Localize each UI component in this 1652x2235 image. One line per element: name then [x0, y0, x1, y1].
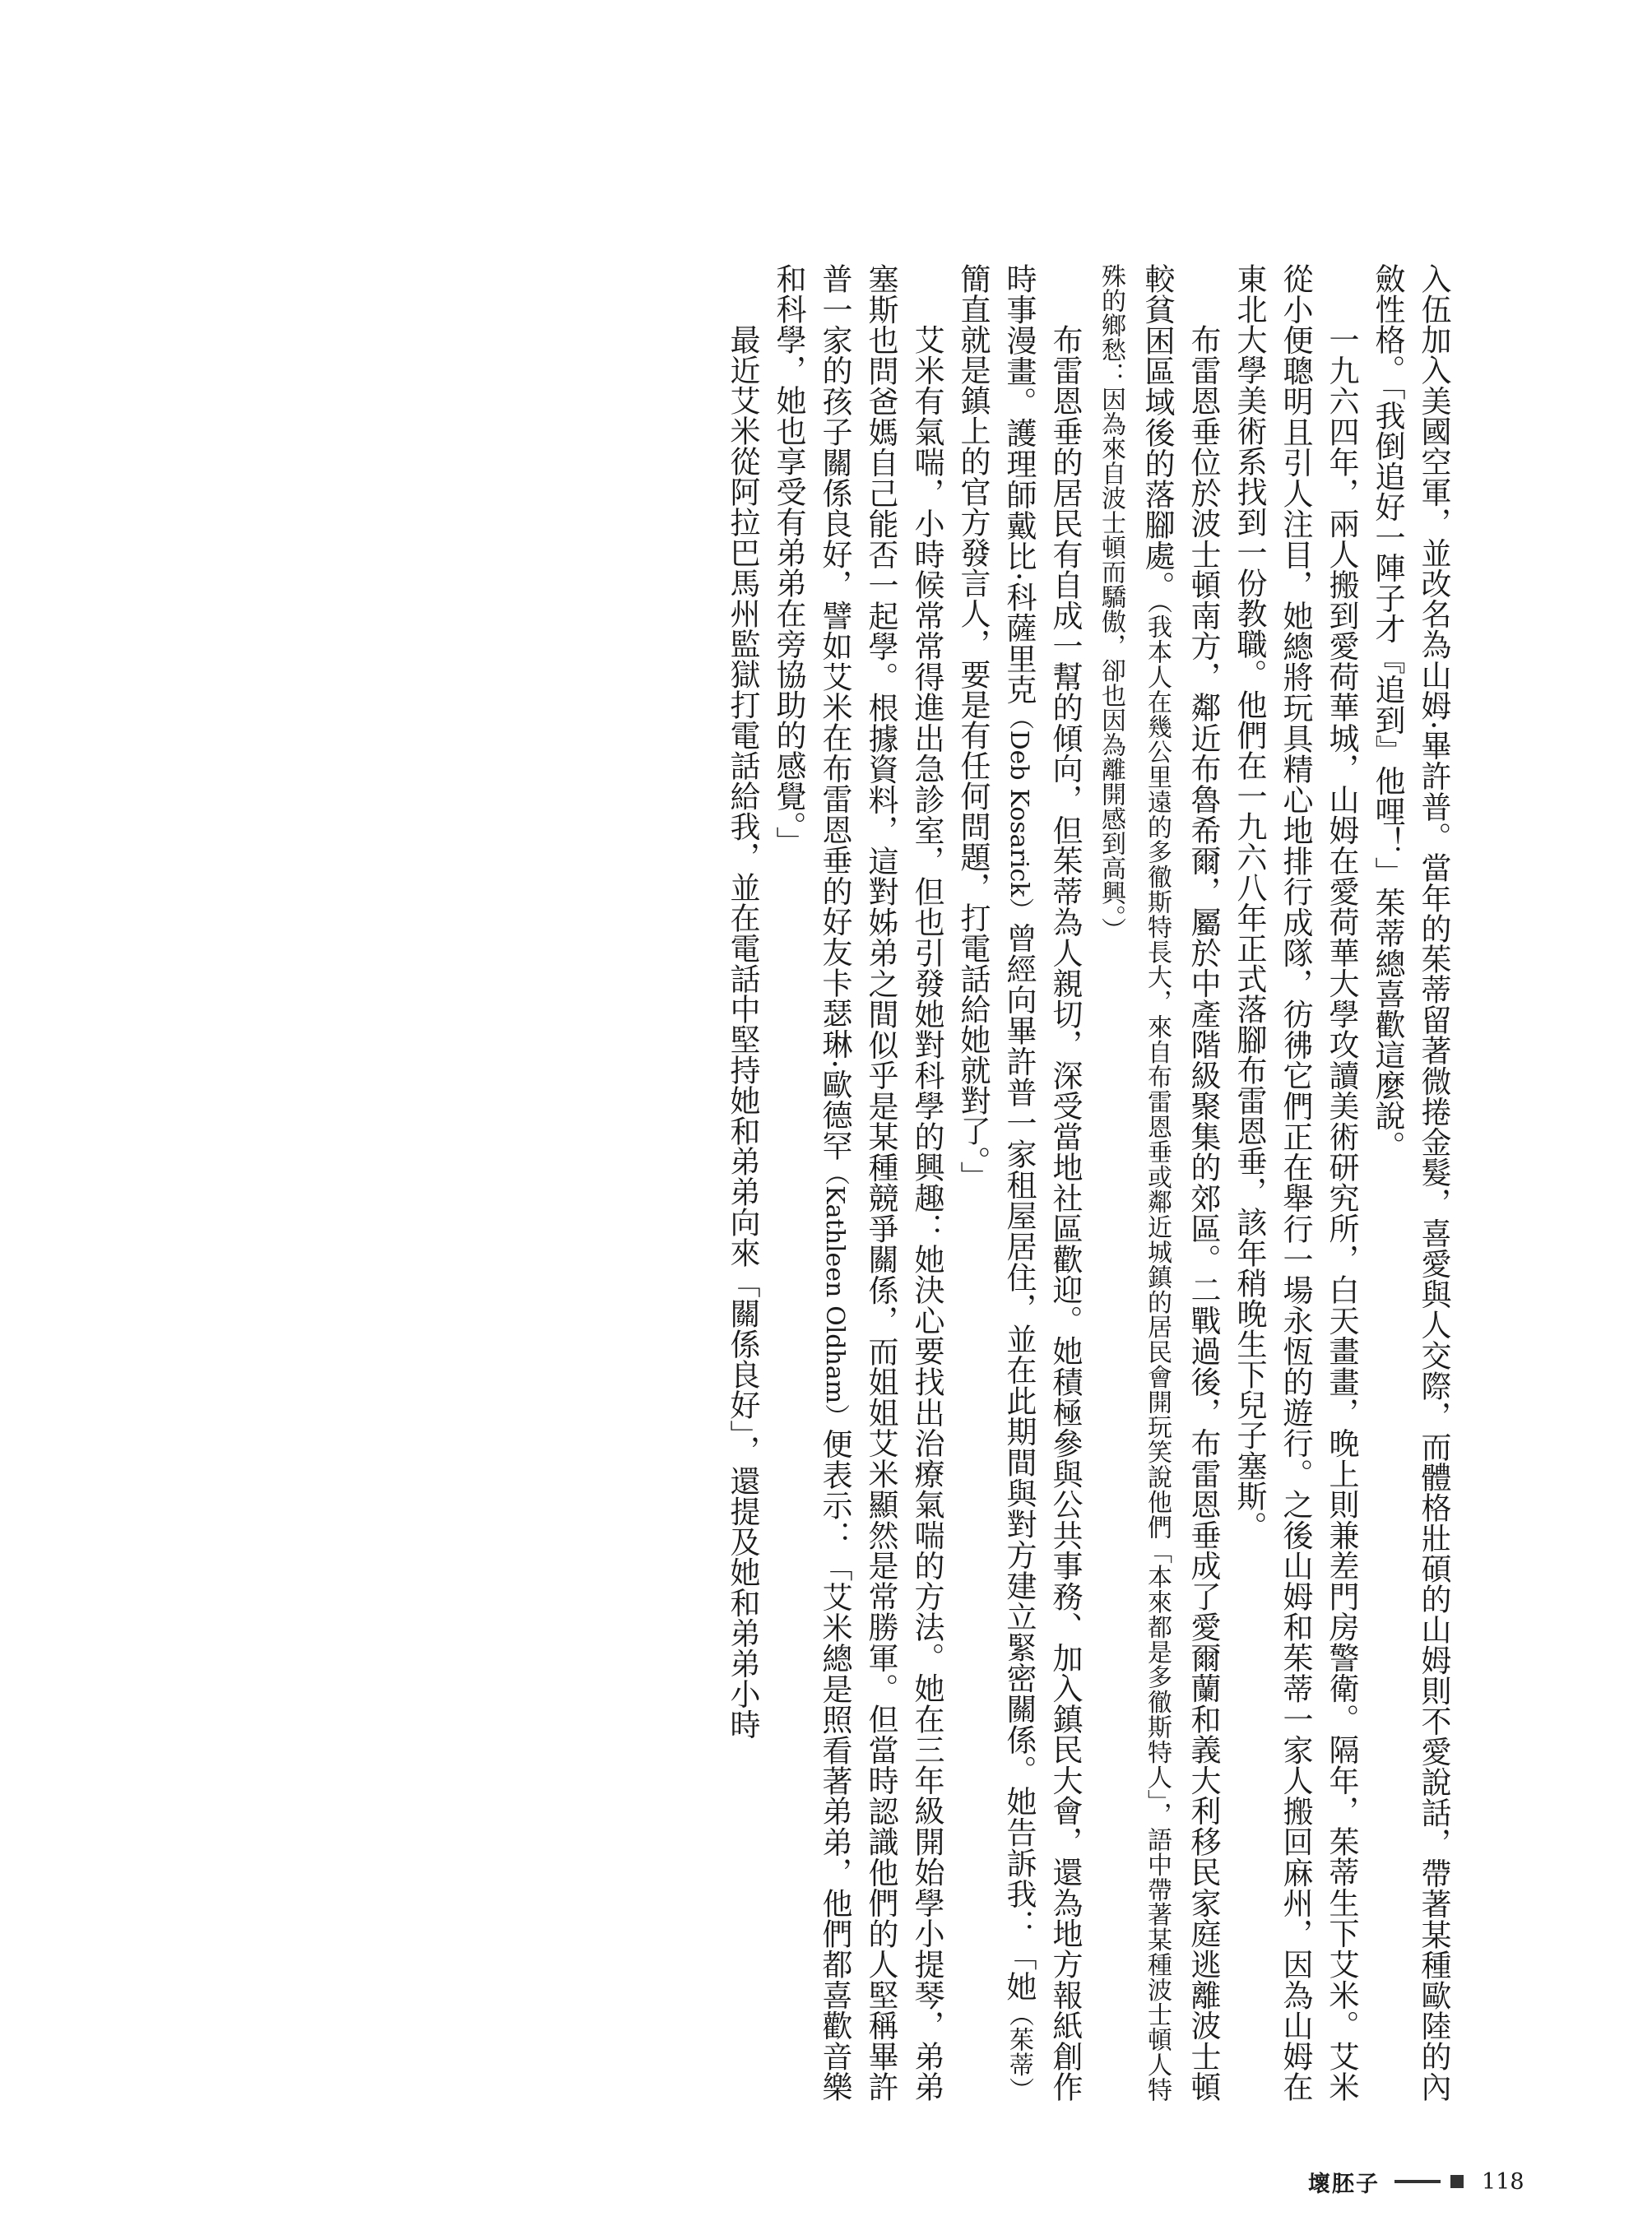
text-segment: 一九六四年，兩人搬到愛荷華城，山姆在愛荷華大學攻讀美術研究所，白天畫畫，晚上則兼差門房警衛。隔年，茱蒂生下艾米。艾米從小便聰明且引人注目，她總將玩具精心地排行成隊，彷彿它們正在舉行一場永恆的遊行。之後山姆和茱蒂一家人搬回麻州，因為山姆在東北大學美術系找到一份教職。他們在一九六八年正式落腳布雷恩垂，該年稍晚生下兒子塞斯。 [1232, 263, 1359, 2102]
text-segment: 簡直就是鎮上的官方發言人，要是有任何問題，打電話給她就對了。」 [955, 263, 991, 1192]
text-segment: 布雷恩垂的居民有自成一幫的傾向，但茱蒂為人親切，深受當地社區歡迎。她積極參與公共事務、加入鎮民大會，還為地方報紙創作時事漫畫。護理師戴比·科薩里克 [1001, 263, 1083, 2102]
text-segment: 布雷恩垂位於波士頓南方，鄰近布魯希爾，屬於中產階級聚集的郊區。二戰過後，布雷恩垂成了愛爾蘭和義大利移民家庭逃離波士頓較貧困區域後的落腳處。 [1139, 263, 1221, 2102]
paragraph [1226, 263, 1364, 2102]
paragraph [719, 263, 765, 2102]
paragraph [1364, 263, 1456, 2102]
body-text [206, 263, 1456, 2102]
inline-note: （Kathleen Oldham） [820, 1161, 849, 1429]
footer-square-mark [1450, 2175, 1464, 2188]
footer-rule [1394, 2180, 1441, 2183]
paragraph [1088, 263, 1226, 2102]
paragraph [765, 263, 949, 2102]
inline-note: （Deb Kosarick） [1005, 705, 1033, 923]
text-segment: 最近艾米從阿拉巴馬州監獄打電話給我，並在電話中堅持她和弟弟向來「關係良好」，還提及她和弟弟小時 [725, 324, 760, 1740]
inline-note: （我本人在幾公里遠的多徹斯特長大，來自布雷恩垂或鄰近城鎮的居民會開玩笑說他們「本來都是多徹斯特人」，語中帶著某種波士頓人特殊的鄉愁：因為來自波士頓而驕傲，卻也因為離開感到高興。） [1097, 263, 1172, 2102]
text-segment: 便表示：「艾米總是照看著弟弟，他們都喜歡音樂和科學，她也享受有弟弟在旁協助的感覺。」 [771, 263, 852, 2102]
page-footer [1308, 2163, 1524, 2200]
paragraph [949, 263, 1088, 2102]
page-number: 118 [1482, 2168, 1524, 2195]
text-segment: 入伍加入美國空軍，並改名為山姆·畢許普。當年的茱蒂留著微捲金髮，喜愛與人交際，而體格壯碩的山姆則不愛說話，帶著某種歐陸的內斂性格。「我倒追好一陣子才『追到』他哩！」茱蒂總喜歡這麼說。 [1370, 263, 1451, 2102]
inline-note: （茱蒂） [1005, 2001, 1033, 2102]
text-segment: 曾經向畢許普一家租屋居住，並在此期間與對方建立緊密關係。她告訴我：「她 [1001, 922, 1037, 2002]
text-segment: 艾米有氣喘，小時候常常得進出急診室，但也引發她對科學的興趣：她決心要找出治療氣喘的方法。她在三年級開始學小提琴，弟弟塞斯也問爸媽自己能否一起學。根據資料，這對姊弟之間似乎是某種競爭關係，而姐姐艾米顯然是常勝軍。但當時認識他們的人堅稱畢許普一家的孩子關係良好，譬如艾米在布雷恩垂的好友卡瑟琳·歐德罕 [817, 263, 944, 2102]
running-title: 壞胚子 [1308, 2171, 1380, 2197]
